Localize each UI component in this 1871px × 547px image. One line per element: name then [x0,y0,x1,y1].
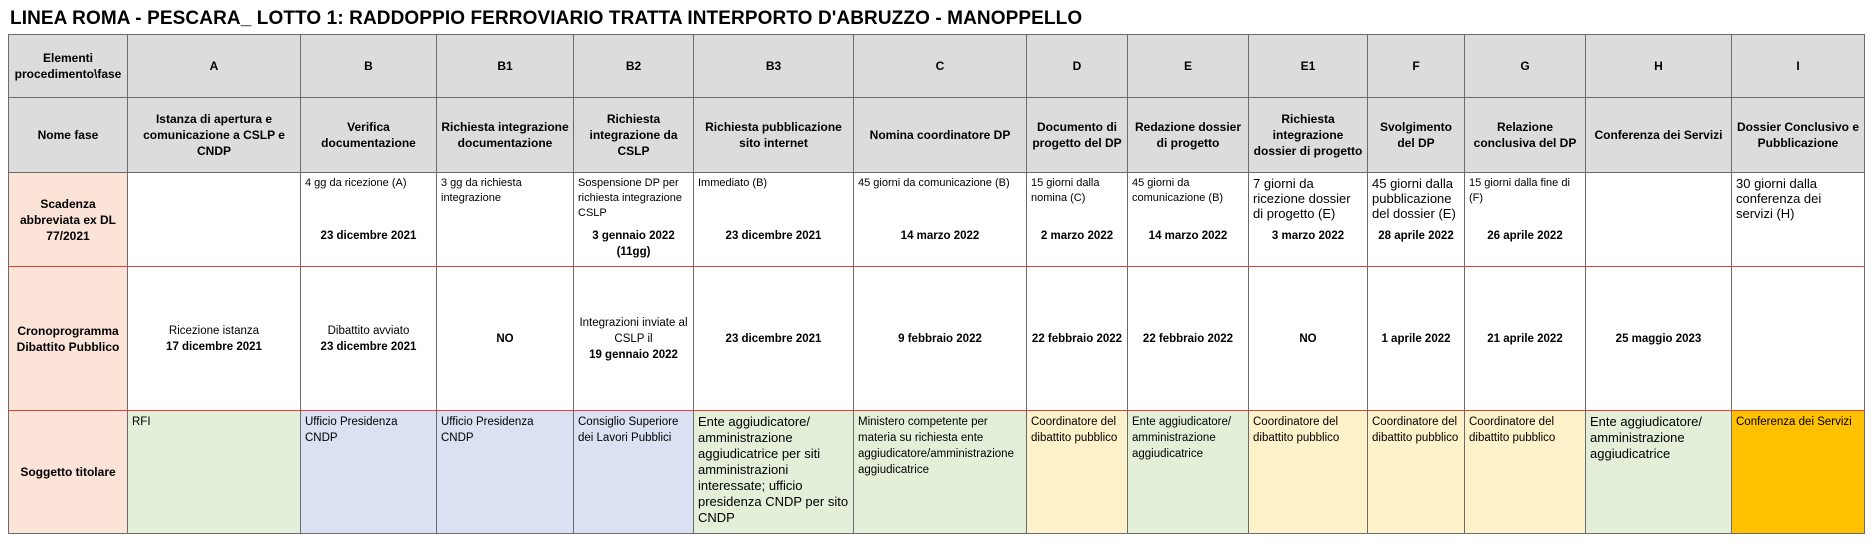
scadenza-text: 7 giorni da ricezione dossier di progetto (E) [1253,176,1351,221]
scadenza-cell [1027,173,1128,267]
scadenza-date: 3 gennaio 2022 (11gg) [592,230,675,258]
phase-name-cell: Dossier Conclusivo e Pubblicazione [1732,98,1865,173]
crono-date: 17 dicembre 2021 [166,340,262,353]
crono-cell [301,267,437,411]
scadenza-date: 2 marzo 2022 [1040,230,1114,242]
crono-cell [1027,267,1128,411]
soggetto-cell: Ente aggiudicatore/ amministrazione aggiudicatrice [1586,411,1732,534]
phase-name-cell: Verifica documentazione [301,98,437,173]
soggetto-cell: Coordinatore del dibattito pubblico [1368,411,1465,534]
soggetto-cell: Ministero competente per materia su richiesta ente aggiudicatore/amministrazione aggiudicatrice [854,411,1027,534]
row-letters [9,35,1865,98]
phase-name-cell: Relazione conclusiva del DP [1465,98,1586,173]
scadenza-text: 45 giorni da comunicazione (B) [858,177,1010,189]
rowhead-elementi: Elementi procedimento\fase [9,35,128,98]
soggetto-cell: Consiglio Superiore dei Lavori Pubblici [574,411,694,534]
crono-date: 9 febbraio 2022 [898,332,982,345]
letter-cell: I [1732,35,1865,98]
crono-date: 25 maggio 2023 [1615,332,1702,345]
crono-cell [1128,267,1249,411]
letter-cell: B3 [694,35,854,98]
phase-name-cell: Richiesta integrazione dossier di progetto [1249,98,1368,173]
letter-cell: A [128,35,301,98]
crono-date: 23 dicembre 2021 [320,340,417,353]
soggetto-cell: RFI [128,411,301,534]
soggetto-cell: Coordinatore del dibattito pubblico [1249,411,1368,534]
phase-name-cell: Richiesta integrazione da CSLP [574,98,694,173]
scadenza-cell [1368,173,1465,267]
soggetto-cell: Ente aggiudicatore/ amministrazione aggiudicatrice per siti amministrazioni interessate; ufficio presidenza CNDP per sito CNDP [694,411,854,534]
scadenza-date: 14 marzo 2022 [1148,230,1228,242]
scadenza-cell [854,173,1027,267]
crono-cell [1586,267,1732,411]
letter-cell: C [854,35,1027,98]
scadenza-text: 15 giorni dalla fine di (F) [1469,177,1570,204]
crono-date: 21 aprile 2022 [1487,332,1563,345]
soggetto-cell: Ufficio Presidenza CNDP [301,411,437,534]
phase-name-cell: Richiesta integrazione documentazione [437,98,574,173]
crono-date: 23 dicembre 2021 [725,332,822,345]
row-soggetto [9,411,1865,534]
scadenza-cell [1732,173,1865,267]
crono-date: 1 aprile 2022 [1381,332,1451,345]
scadenza-date: 28 aprile 2022 [1378,230,1454,242]
phase-name-cell: Conferenza dei Servizi [1586,98,1732,173]
letter-cell: H [1586,35,1732,98]
phase-name-cell: Richiesta pubblicazione sito internet [694,98,854,173]
crono-cell [437,267,574,411]
row-cronoprogramma [9,267,1865,411]
scadenza-text: 4 gg da ricezione (A) [305,177,407,189]
crono-cell [1465,267,1586,411]
scadenza-text: Immediato (B) [698,177,768,189]
letter-cell: D [1027,35,1128,98]
phase-name-cell: Redazione dossier di progetto [1128,98,1249,173]
scadenza-text: 3 gg da richiesta integrazione [441,177,522,204]
scadenza-text: Sospensione DP per richiesta integrazione CSLP [578,177,682,219]
crono-date: 22 febbraio 2022 [1031,332,1123,345]
scadenza-date: 23 dicembre 2021 [725,230,822,242]
crono-date: NO [1299,332,1317,345]
scadenza-text: 45 giorni dalla pubblicazione del dossier (E) [1372,176,1456,221]
scadenza-date: 26 aprile 2022 [1487,230,1563,242]
scadenza-text: 15 giorni dalla nomina (C) [1031,177,1100,204]
scadenza-cell [1249,173,1368,267]
crono-cell [694,267,854,411]
soggetto-cell: Ente aggiudicatore/ amministrazione aggiudicatrice [1128,411,1249,534]
scadenza-cell [1586,173,1732,267]
crono-date: 22 febbraio 2022 [1142,332,1234,345]
scadenza-text: 45 giorni da comunicazione (B) [1132,177,1224,204]
phase-name-cell: Nomina coordinatore DP [854,98,1027,173]
phase-name-cell: Svolgimento del DP [1368,98,1465,173]
scadenza-cell [301,173,437,267]
page-title: LINEA ROMA - PESCARA_ LOTTO 1: RADDOPPIO FERROVIARIO TRATTA INTERPORTO D'ABRUZZO - MANOPPELLO [10,8,1083,29]
scadenza-date: 3 marzo 2022 [1271,230,1345,242]
scadenza-date: 14 marzo 2022 [900,230,980,242]
scadenza-cell [437,173,574,267]
letter-cell: F [1368,35,1465,98]
soggetto-cell: Conferenza dei Servizi [1732,411,1865,534]
rowhead-soggetto: Soggetto titolare [9,411,128,534]
crono-cell [574,267,694,411]
crono-note: Integrazioni inviate al CSLP il [579,316,688,345]
scadenza-text [1590,176,1727,224]
rowhead-nome-fase: Nome fase [9,98,128,173]
row-nome-fase [9,98,1865,173]
phase-name-cell: Documento di progetto del DP [1027,98,1128,173]
letter-cell: E1 [1249,35,1368,98]
crono-cell [854,267,1027,411]
scadenza-text [132,176,296,224]
row-scadenza [9,173,1865,267]
crono-cell [128,267,301,411]
crono-cell [1368,267,1465,411]
scadenza-cell [574,173,694,267]
phase-name-cell: Istanza di apertura e comunicazione a CSLP e CNDP [128,98,301,173]
crono-note: Dibattito avviato [327,324,410,337]
crono-note: Ricezione istanza [168,324,260,337]
soggetto-cell: Coordinatore del dibattito pubblico [1465,411,1586,534]
scadenza-text: 30 giorni dalla conferenza dei servizi (H) [1736,176,1822,221]
letter-cell: B1 [437,35,574,98]
letter-cell: G [1465,35,1586,98]
procedure-table [8,34,1865,534]
scadenza-cell [1128,173,1249,267]
scadenza-date: 23 dicembre 2021 [320,230,417,242]
letter-cell: E [1128,35,1249,98]
soggetto-cell: Ufficio Presidenza CNDP [437,411,574,534]
scadenza-cell [1465,173,1586,267]
crono-date: NO [496,332,514,345]
scadenza-cell [128,173,301,267]
rowhead-cronoprogramma: Cronoprogramma Dibattito Pubblico [9,267,128,411]
crono-cell [1249,267,1368,411]
rowhead-scadenza: Scadenza abbreviata ex DL 77/2021 [9,173,128,267]
letter-cell: B [301,35,437,98]
crono-cell [1732,267,1865,411]
letter-cell: B2 [574,35,694,98]
soggetto-cell: Coordinatore del dibattito pubblico [1027,411,1128,534]
scadenza-cell [694,173,854,267]
crono-date: 19 gennaio 2022 [589,348,678,361]
